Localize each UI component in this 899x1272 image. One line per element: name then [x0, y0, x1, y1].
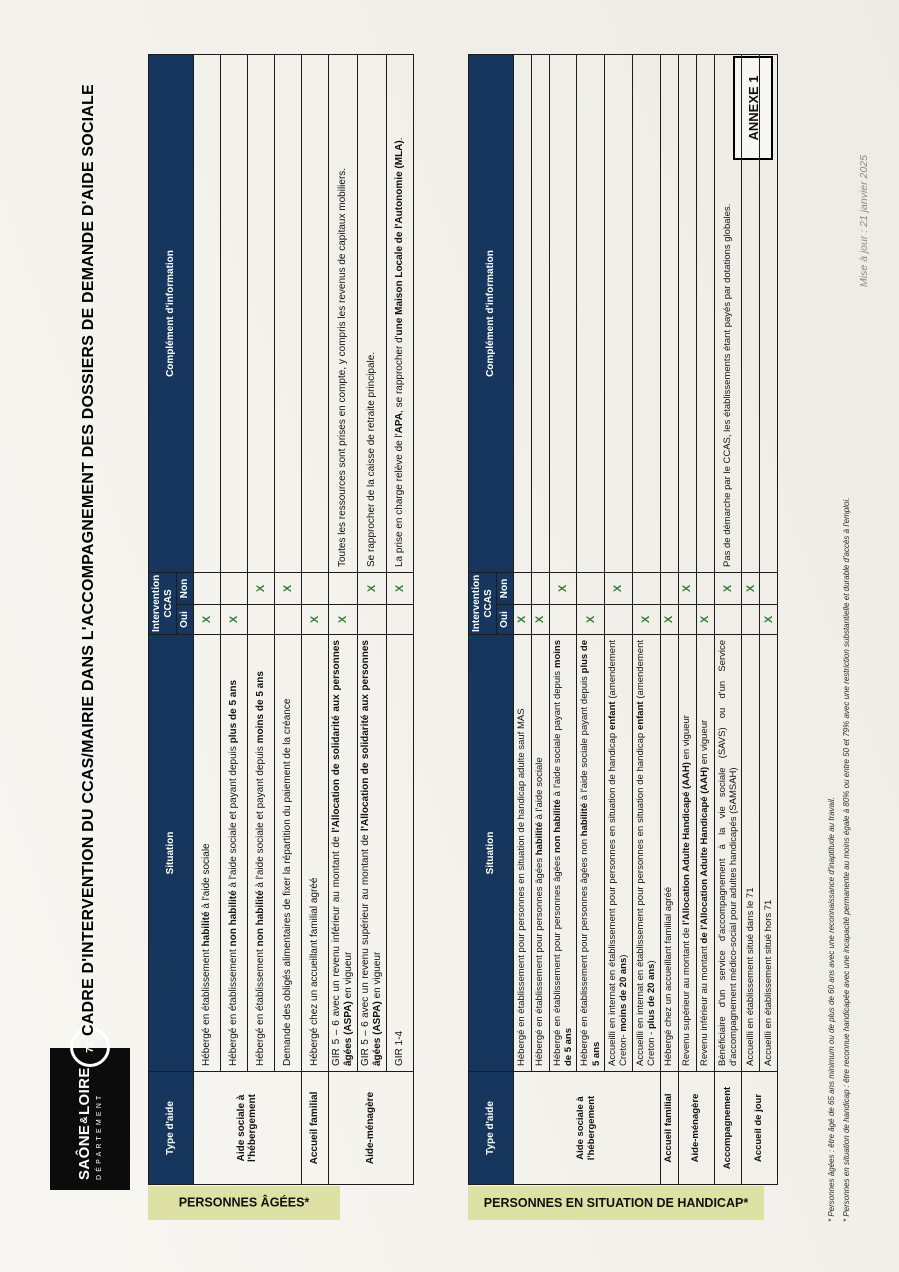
- ccas-non-cell: [193, 573, 220, 605]
- ccas-x-mark: X: [200, 615, 213, 624]
- logo-saone: SAÔNE: [75, 1124, 93, 1180]
- complement-cell: Toutes les ressources sont prises en compte, y compris les revenus de capitaux mobiliers.: [328, 55, 357, 573]
- col-header-non: Non: [177, 573, 194, 605]
- complement-cell: [220, 55, 247, 573]
- ccas-oui-cell: [660, 605, 678, 635]
- ccas-oui-cell: [274, 605, 301, 635]
- ccas-oui-cell: [678, 605, 696, 635]
- col-header-situation: Situation: [149, 635, 194, 1072]
- table-row: [742, 55, 760, 1185]
- section-band-label: PERSONNES ÂGÉES*: [178, 1196, 310, 1210]
- situation-cell: Hébergé en établissement pour personnes âgées habilité à l'aide sociale: [531, 635, 549, 1072]
- ccas-oui-cell: [549, 605, 577, 635]
- type-aide-cell: Accueil de jour: [742, 1072, 778, 1185]
- complement-cell: [605, 55, 633, 573]
- section-personnes-agees: [148, 54, 414, 1210]
- ccas-x-mark: X: [254, 584, 267, 593]
- ccas-non-cell: [386, 573, 413, 605]
- complement-cell: [660, 55, 678, 573]
- section-band-personnes-handicap: [468, 1186, 764, 1220]
- ccas-x-mark: X: [281, 584, 294, 593]
- ccas-x-mark: X: [744, 584, 757, 593]
- ccas-x-mark: X: [308, 615, 321, 624]
- table-row: [220, 55, 247, 1185]
- complement-cell: [301, 55, 328, 573]
- aid-table-personnes-agees: [148, 54, 414, 1185]
- ccas-non-cell: [696, 573, 714, 605]
- departement-logo: [50, 1041, 130, 1190]
- table-row: [760, 55, 778, 1185]
- col-header-type: Type d'aide: [469, 1072, 514, 1185]
- section-personnes-handicap: [468, 54, 778, 1210]
- type-aide-cell: Aide-ménagère: [678, 1072, 714, 1185]
- type-aide-cell: Accompagnement: [714, 1072, 742, 1185]
- table-row: [274, 55, 301, 1185]
- type-aide-cell: Aide sociale à l'hébergement: [513, 1072, 660, 1185]
- table-row: [714, 55, 742, 1185]
- col-header-intervention-ccas: Intervention CCAS: [469, 573, 497, 635]
- ccas-x-mark: X: [336, 615, 349, 624]
- complement-cell: [678, 55, 696, 573]
- table-row: [678, 55, 696, 1185]
- ccas-oui-cell: [513, 605, 531, 635]
- ccas-non-cell: [357, 573, 386, 605]
- type-aide-cell: Aide sociale à l'hébergement: [193, 1072, 301, 1185]
- ccas-oui-cell: [247, 605, 274, 635]
- complement-cell: [513, 55, 531, 573]
- situation-cell: Hébergé en établissement non habilité à l'aide sociale et payant depuis plus de 5 ans: [220, 635, 247, 1072]
- aid-table-personnes-handicap: [468, 54, 778, 1185]
- ccas-non-cell: [247, 573, 274, 605]
- ccas-oui-cell: [696, 605, 714, 635]
- situation-cell: Accueilli en établissement situé dans le 71: [742, 635, 760, 1072]
- ccas-oui-cell: [632, 605, 660, 635]
- ccas-x-mark: X: [365, 584, 378, 593]
- table-row: [632, 55, 660, 1185]
- table-row: [696, 55, 714, 1185]
- document-title: CADRE D'INTERVENTION DU CCAS/MAIRIE DANS L'ACCOMPAGNEMENT DES DOSSIERS DE DEMANDE D'AIDE SOCIALE: [80, 84, 97, 1036]
- ccas-non-cell: [549, 573, 577, 605]
- table-row: [605, 55, 633, 1185]
- ccas-x-mark: X: [612, 584, 625, 593]
- ccas-x-mark: X: [584, 615, 597, 624]
- ccas-oui-cell: [605, 605, 633, 635]
- col-header-complement: Complément d'information: [469, 55, 514, 573]
- ccas-x-mark: X: [516, 615, 528, 624]
- ccas-x-mark: X: [556, 584, 569, 593]
- ccas-x-mark: X: [393, 584, 406, 593]
- situation-cell: Hébergé en établissement pour personnes en situation de handicap adulte sauf MAS: [513, 635, 531, 1072]
- ccas-oui-cell: [760, 605, 778, 635]
- situation-cell: Accueilli en internat en établissement pour personnes en situation de handicap enfant (amendement Creton - plus de 20 ans): [632, 635, 660, 1072]
- ccas-non-cell: [632, 573, 660, 605]
- complement-cell: Pas de démarche par le CCAS, les établissements étant payés par dotations globales.: [714, 55, 742, 573]
- ccas-non-cell: [220, 573, 247, 605]
- ccas-non-cell: [660, 573, 678, 605]
- situation-cell: Accueilli en internat en établissement pour personnes en situation de handicap enfant (amendement Creton- moins de 20 ans): [605, 635, 633, 1072]
- table-row: [247, 55, 274, 1185]
- situation-cell: Hébergé en établissement non habilité à l'aide sociale et payant depuis moins de 5 ans: [247, 635, 274, 1072]
- ccas-oui-cell: [742, 605, 760, 635]
- ccas-x-mark: X: [227, 615, 240, 624]
- ccas-x-mark: X: [722, 584, 735, 593]
- ccas-non-cell: [605, 573, 633, 605]
- ccas-x-mark: X: [762, 615, 775, 624]
- ccas-oui-cell: [531, 605, 549, 635]
- situation-cell: GIR 5 – 6 avec un revenu inférieur au montant de l'Allocation de solidarité aux personnes âgées (ASPA) en vigueur: [328, 635, 357, 1072]
- annexe-badge: ANNEXE 1: [733, 56, 773, 160]
- situation-cell: Hébergé en établissement pour personnes âgées non habilité à l'aide sociale payant depuis moins de 5 ans: [549, 635, 577, 1072]
- table-row: [301, 55, 328, 1185]
- section-band-label: PERSONNES EN SITUATION DE HANDICAP*: [483, 1195, 749, 1210]
- ccas-oui-cell: [328, 605, 357, 635]
- table-row: [513, 55, 531, 1185]
- col-header-intervention-ccas: Intervention CCAS: [149, 573, 177, 635]
- col-header-oui: Oui: [497, 605, 514, 635]
- complement-cell: La prise en charge relève de l'APA, se rapprocher d'une Maison Locale de l'Autonomie (MLA).: [386, 55, 413, 573]
- logo-text: [77, 1067, 104, 1180]
- situation-cell: Hébergé chez un accueillant familial agréé: [660, 635, 678, 1072]
- situation-cell: Hébergé chez un accueillant familial agréé: [301, 635, 328, 1072]
- situation-cell: Hébergé en établissement habilité à l'aide sociale: [193, 635, 220, 1072]
- ccas-x-mark: X: [663, 615, 676, 624]
- table-row: [577, 55, 605, 1185]
- col-header-non: Non: [497, 573, 514, 605]
- complement-cell: [696, 55, 714, 573]
- ccas-x-mark: X: [681, 584, 694, 593]
- complement-cell: [247, 55, 274, 573]
- ccas-non-cell: [742, 573, 760, 605]
- ccas-x-mark: X: [640, 615, 653, 624]
- footnotes: [824, 498, 854, 1222]
- section-band-personnes-agees: [148, 1186, 340, 1220]
- table-row: [328, 55, 357, 1185]
- situation-cell: Bénéficiaire d'un service d'accompagnement à la vie sociale (SAVS) ou d'un Service d'accompagnement médico-social pour adultes handicapés (SAMSAH): [714, 635, 742, 1072]
- ccas-non-cell: [301, 573, 328, 605]
- situation-cell: Revenu supérieur au montant de l'Allocation Adulte Handicapé (AAH) en vigueur: [678, 635, 696, 1072]
- col-header-oui: Oui: [177, 605, 194, 635]
- footnote-personnes-agees: * Personnes âgées : être âgé de 65 ans minimum ou de plus de 60 ans avec une reconnaissance d'inaptitude au travail.: [827, 797, 836, 1222]
- situation-cell: GIR 5 – 6 avec un revenu supérieur au montant de l'Allocation de solidarité aux personnes âgées (ASPA) en vigueur: [357, 635, 386, 1072]
- ccas-non-cell: [760, 573, 778, 605]
- type-aide-cell: Accueil familial: [301, 1072, 328, 1185]
- ccas-oui-cell: [357, 605, 386, 635]
- ccas-x-mark: X: [699, 615, 712, 624]
- ccas-oui-cell: [577, 605, 605, 635]
- update-date: Mise à jour : 21 janvier 2025: [858, 155, 870, 287]
- complement-cell: [531, 55, 549, 573]
- ccas-non-cell: [531, 573, 549, 605]
- logo-ampersand: &: [78, 1116, 90, 1124]
- situation-cell: Accueilli en établissement situé hors 71: [760, 635, 778, 1072]
- logo-loire: LOIRE: [75, 1067, 93, 1116]
- col-header-type: Type d'aide: [149, 1072, 194, 1185]
- ccas-non-cell: [577, 573, 605, 605]
- table-row: [357, 55, 386, 1185]
- situation-cell: Demande des obligés alimentaires de fixer la répartition du paiement de la créance: [274, 635, 301, 1072]
- ccas-non-cell: [274, 573, 301, 605]
- complement-cell: [760, 55, 778, 573]
- logo-departement-label: DÉPARTEMENT: [96, 1092, 104, 1180]
- situation-cell: GIR 1-4: [386, 635, 413, 1072]
- table-row: [531, 55, 549, 1185]
- ccas-oui-cell: [220, 605, 247, 635]
- complement-cell: [193, 55, 220, 573]
- situation-cell: Hébergé en établissement pour personnes âgées non habilité à l'aide sociale payant depuis plus de 5 ans: [577, 635, 605, 1072]
- table-row: [386, 55, 413, 1185]
- ccas-oui-cell: [386, 605, 413, 635]
- ccas-x-mark: X: [534, 615, 546, 624]
- ccas-non-cell: [328, 573, 357, 605]
- complement-cell: [274, 55, 301, 573]
- badge-71-label: 71: [84, 1041, 96, 1053]
- ccas-non-cell: [678, 573, 696, 605]
- complement-cell: [549, 55, 577, 573]
- situation-cell: Revenu inférieur au montant de l'Allocation Adulte Handicapé (AAH) en vigueur: [696, 635, 714, 1072]
- complement-cell: [632, 55, 660, 573]
- logo-name: [77, 1067, 94, 1180]
- table-row: [660, 55, 678, 1185]
- ccas-oui-cell: [301, 605, 328, 635]
- ccas-non-cell: [714, 573, 742, 605]
- table-row: [549, 55, 577, 1185]
- col-header-complement: Complément d'information: [149, 55, 194, 573]
- type-aide-cell: Accueil familial: [660, 1072, 678, 1185]
- col-header-situation: Situation: [469, 635, 514, 1072]
- type-aide-cell: Aide-ménagère: [328, 1072, 413, 1185]
- ccas-oui-cell: [193, 605, 220, 635]
- complement-cell: [577, 55, 605, 573]
- ccas-oui-cell: [714, 605, 742, 635]
- ccas-non-cell: [513, 573, 531, 605]
- table-row: [193, 55, 220, 1185]
- complement-cell: [742, 55, 760, 573]
- footnote-personnes-handicap: * Personnes en situation de handicap : être reconnue handicapée avec une incapacité permanente au moins égale à 80% ou entre 50 et 79% avec une restriction substantielle et durable d'accès à l'emploi.: [842, 497, 852, 1222]
- complement-cell: Se rapprocher de la caisse de retraite principale.: [357, 55, 386, 573]
